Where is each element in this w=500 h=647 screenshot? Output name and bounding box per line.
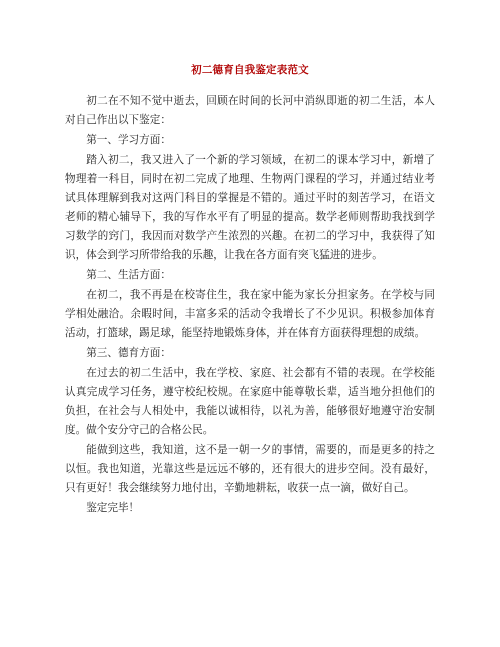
paragraph-study: 踏入初二，我又进入了一个新的学习领域，在初二的课本学习中，新增了物理着一科目，同时在初二完成了地理、生物两门课程的学习，并通过结业考试具体理解到我对这两门科目的掌握是不错的。通过平时的刻苦学习，在语文老师的精心辅导下，我的写作水平有了明显的提高。数学老师则帮助我找到学习数学的窍门，我因而对数学产生浓烈的兴趣。在初二的学习中，我获得了知识，体会到学习所带给我的乐趣，让我在各方面有突飞猛进的进步。 [65,154,435,261]
heading-study: 第一、学习方面： [86,134,171,146]
document-title: 初二德育自我鉴定表范文 [191,64,309,76]
paragraph-reflection: 能做到这些，我知道，这不是一朝一夕的事情，需要的，而是更多的持之以恒。我也知道，光靠这些是远远不够的，还有很大的进步空间。没有最好，只有更好！我会继续努力地付出，辛勤地耕耘，收获一点一滴，做好自己。 [65,444,435,494]
paragraph-moral: 在过去的初二生活中，我在学校、家庭、社会都有不错的表现。在学校能认真完成学习任务，遵守校纪校规。在家庭中能尊敬长辈，适当地分担他们的负担，在社会与人相处中，我能以诚相待，以礼为善，能够很好地遵守治安制度。做个安分守己的合格公民。 [65,367,435,436]
paragraph-intro: 初二在不知不觉中逝去，回顾在时间的长河中消纵即逝的初二生活，本人对自己作出以下鉴定： [65,95,435,126]
heading-life: 第二、生活方面： [86,269,171,281]
paragraph-life: 在初二，我不再是在校寄住生，我在家中能为家长分担家务。在学校与同学相处融洽。余暇时间，丰富多采的活动令我增长了不少见识。积极参加体育活动，打篮球，踢足球，能坚持地锻炼身体，并在体育方面获得理想的成绩。 [65,289,435,339]
heading-moral: 第三、德育方面： [86,347,171,359]
document-body [65,92,435,519]
paragraph-closing: 鉴定完毕！ [86,502,140,514]
